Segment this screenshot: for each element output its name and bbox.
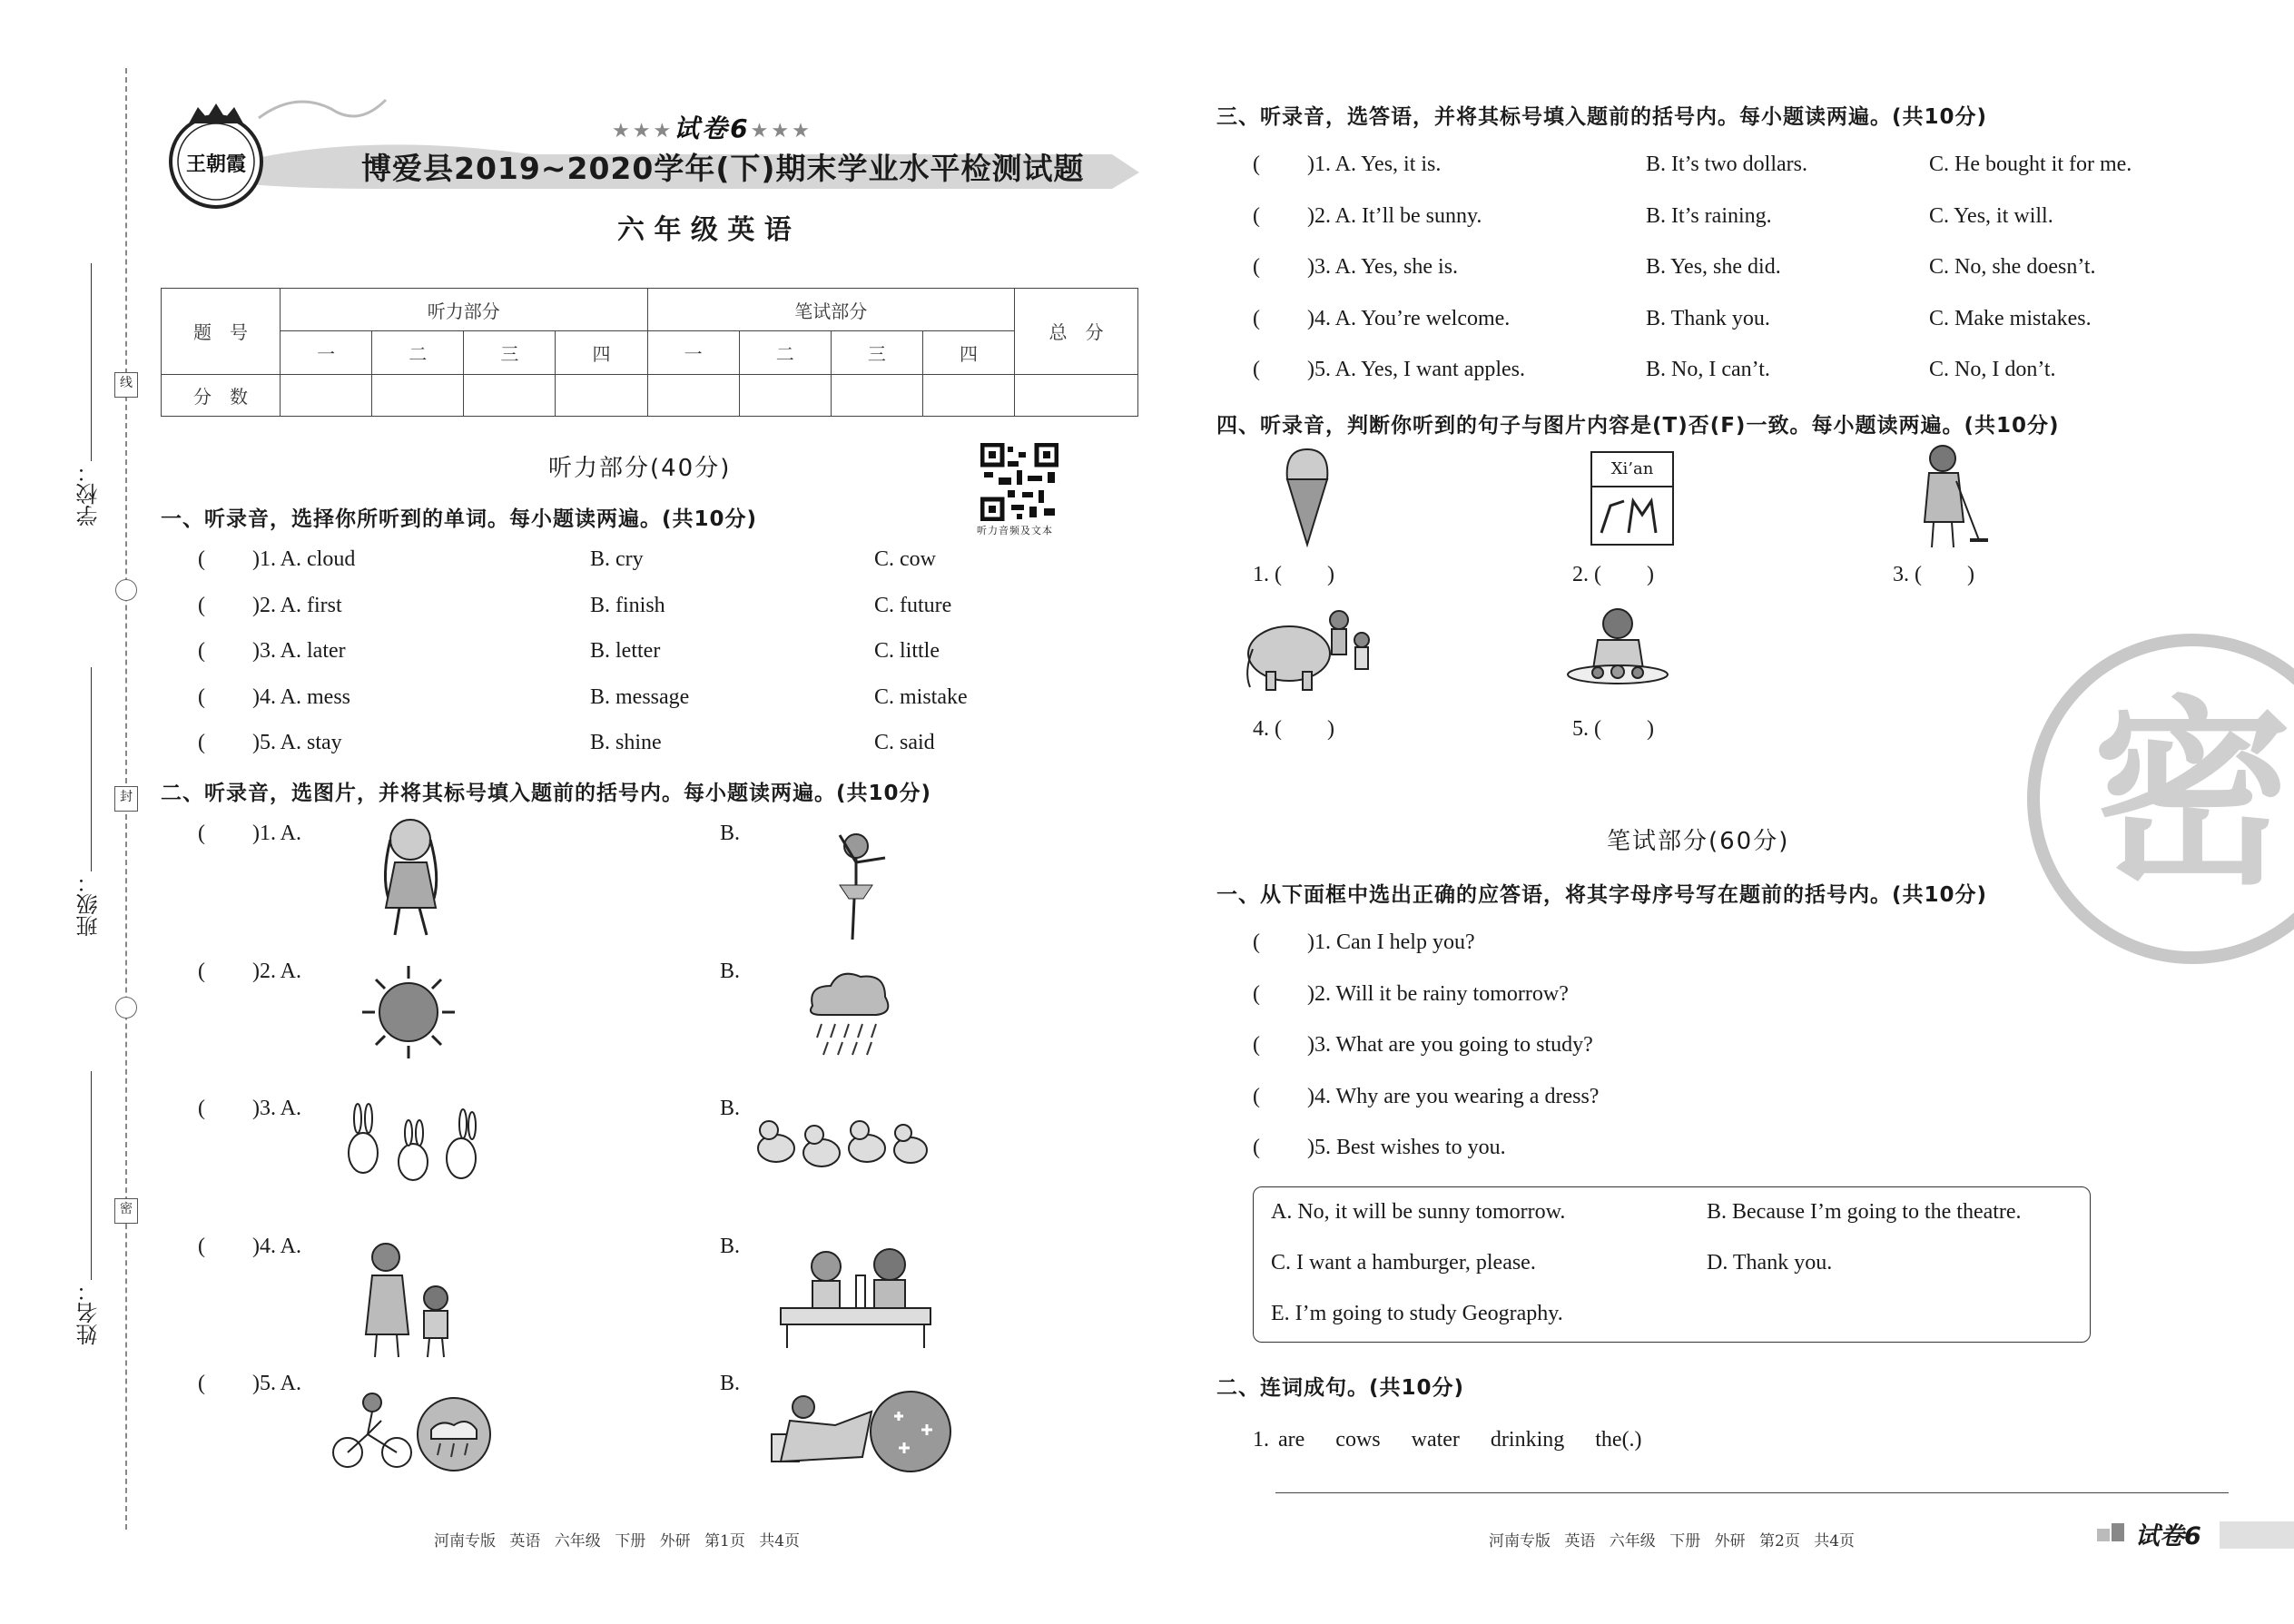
score-cell[interactable] xyxy=(922,374,1014,416)
answer-bracket[interactable]: ( xyxy=(198,1372,205,1395)
seal-mark-secret: 密 xyxy=(114,1198,138,1224)
rain-cloud-image xyxy=(799,960,899,1060)
name-field[interactable] xyxy=(91,1071,92,1280)
wpart1-item: )1. Can I help you? xyxy=(1307,930,1475,954)
part3-option-c: C. No, she doesn’t. xyxy=(1929,255,2096,279)
answer-bracket[interactable]: ( xyxy=(198,684,205,709)
part1-option-c: C. future xyxy=(874,593,952,617)
part3-option-b: B. Yes, she did. xyxy=(1646,255,1781,279)
part1-option-b: B. letter xyxy=(590,639,661,663)
wpart2-item1: 1. are cows water drinking the(.) xyxy=(1253,1428,1642,1452)
qr-caption: 听力音频及文本 xyxy=(977,525,1053,536)
part4-label: 3. ( xyxy=(1893,563,1922,586)
answer-bracket[interactable]: ( xyxy=(198,731,205,754)
answer-bracket[interactable]: ( xyxy=(198,547,205,571)
part1-item: )1. A. cloud xyxy=(252,547,356,571)
rabbits-image xyxy=(336,1098,490,1189)
answer-bracket[interactable]: ( xyxy=(1253,255,1260,279)
option-b: B. Because I’m going to the theatre. xyxy=(1707,1200,2022,1224)
option-e: E. I’m going to study Geography. xyxy=(1271,1302,1563,1325)
part4-heading: 四、听录音，判断你听到的句子与图片内容是(T)否(F)一致。每小题读两遍。(共10分) xyxy=(1216,414,2060,438)
part4-label: 5. ( xyxy=(1572,717,1601,741)
seal-mark-line: 线 xyxy=(114,372,138,398)
exam-subtitle: 六 年 级 英 语 xyxy=(617,214,792,246)
scissor-icon xyxy=(115,579,137,601)
part2-option-b: B. xyxy=(720,959,741,983)
school-label: 学校： xyxy=(76,461,102,527)
answer-bracket[interactable]: ( xyxy=(198,639,205,663)
ducklings-image xyxy=(749,1103,930,1180)
watermark-text: 密 xyxy=(2092,679,2293,911)
part3-option-a: )4. A. You’re welcome. xyxy=(1307,306,1511,330)
part3-option-a: )3. A. Yes, she is. xyxy=(1307,255,1459,279)
col-num: 一 xyxy=(647,331,739,374)
part3-option-a: )5. A. Yes, I want apples. xyxy=(1307,358,1525,381)
part3-option-c: C. No, I don’t. xyxy=(1929,358,2056,381)
answer-bracket[interactable]: ( xyxy=(1253,203,1260,228)
part1-heading: 一、听录音，选择你所听到的单词。每小题读两遍。(共10分) xyxy=(161,507,758,531)
wpart1-item: )5. Best wishes to you. xyxy=(1307,1136,1506,1159)
score-cell[interactable] xyxy=(739,374,831,416)
part4-label: 4. ( xyxy=(1253,717,1282,741)
answer-bracket[interactable]: ( xyxy=(1253,1084,1260,1108)
secret-watermark xyxy=(2020,626,2294,971)
col-num: 四 xyxy=(556,331,647,374)
logo-text: 王朝霞 xyxy=(185,153,247,176)
score-cell[interactable] xyxy=(556,374,647,416)
wpart1-item: )3. What are you going to study? xyxy=(1307,1033,1593,1057)
boy-riding-bike-image xyxy=(331,1384,495,1475)
footer-left: 河南专版 英语 六年级 下册 外研 第1页 共4页 xyxy=(434,1532,801,1550)
class-label: 班级： xyxy=(76,871,102,937)
part3-option-c: C. He bought it for me. xyxy=(1929,153,2132,176)
part3-option-b: B. Thank you. xyxy=(1646,306,1770,330)
score-table xyxy=(161,288,1138,417)
mother-child-image xyxy=(350,1235,463,1362)
page-badge-label: 试卷6 xyxy=(2135,1522,2201,1550)
part1-option-b: B. shine xyxy=(590,731,662,754)
girl-sweeping-image xyxy=(1902,440,1988,554)
part3-option-c: C. Yes, it will. xyxy=(1929,203,2053,228)
answer-bracket[interactable]: ( xyxy=(198,959,205,983)
part2-item: )4. A. xyxy=(252,1234,301,1258)
school-field[interactable] xyxy=(91,263,92,461)
listening-title: 听力部分(40分) xyxy=(548,455,732,482)
answer-bracket[interactable]: ) xyxy=(1327,717,1334,741)
answer-bracket[interactable]: ( xyxy=(1253,153,1260,176)
answer-bracket[interactable]: ( xyxy=(1253,358,1260,381)
part3-option-c: C. Make mistakes. xyxy=(1929,306,2092,330)
part2-item: )5. A. xyxy=(252,1372,301,1395)
part4-label: 2. ( xyxy=(1572,563,1601,586)
answer-bracket[interactable]: ( xyxy=(1253,1033,1260,1057)
ice-cream-image xyxy=(1280,445,1334,549)
class-field[interactable] xyxy=(91,667,92,871)
score-cell[interactable] xyxy=(647,374,739,416)
part2-option-b: B. xyxy=(720,822,741,845)
row-label: 题 号 xyxy=(162,289,281,375)
part1-option-b: B. finish xyxy=(590,593,665,617)
wall-icon xyxy=(1592,487,1669,542)
col-num: 三 xyxy=(831,331,922,374)
ballet-dancer-image xyxy=(812,817,903,944)
part1-option-b: B. cry xyxy=(590,547,644,571)
part1-option-b: B. message xyxy=(590,684,690,709)
total-col: 总 分 xyxy=(1015,289,1138,375)
series-label: 试卷6 xyxy=(674,113,751,143)
xian-sign-text: Xi’an xyxy=(1592,453,1672,487)
answer-bracket[interactable]: ( xyxy=(1253,930,1260,954)
answer-bracket[interactable]: ( xyxy=(198,822,205,845)
part1-item: )4. A. mess xyxy=(252,684,350,709)
option-a: A. No, it will be sunny tomorrow. xyxy=(1271,1200,1566,1224)
part3-option-a: )2. A. It’ll be sunny. xyxy=(1307,203,1482,228)
col-num: 二 xyxy=(372,331,464,374)
score-cell[interactable] xyxy=(281,374,372,416)
part3-option-b: B. It’s raining. xyxy=(1646,203,1772,228)
score-cell[interactable] xyxy=(372,374,464,416)
part1-item: )2. A. first xyxy=(252,593,342,617)
part1-item: )3. A. later xyxy=(252,639,346,663)
score-cell[interactable] xyxy=(1015,374,1138,416)
answer-bracket[interactable]: ( xyxy=(1253,1136,1260,1159)
col-num: 一 xyxy=(281,331,372,374)
boy-eating-image xyxy=(1561,604,1679,694)
answer-bracket[interactable]: ( xyxy=(1253,981,1260,1006)
seal-mark-seal: 封 xyxy=(114,786,138,812)
option-d: D. Thank you. xyxy=(1707,1251,1833,1275)
answer-line[interactable] xyxy=(1275,1492,2229,1493)
qr-code-icon[interactable] xyxy=(980,443,1058,521)
option-c: C. I want a hamburger, please. xyxy=(1271,1251,1536,1275)
score-label: 分 数 xyxy=(162,374,281,416)
part1-option-c: C. little xyxy=(874,639,940,663)
part2-item: )2. A. xyxy=(252,959,301,983)
part2-item: )1. A. xyxy=(252,822,301,845)
part1-option-c: C. cow xyxy=(874,547,936,571)
part2-option-b: B. xyxy=(720,1372,741,1395)
part3-option-b: B. It’s two dollars. xyxy=(1646,153,1807,176)
footer-right: 河南专版 英语 六年级 下册 外研 第2页 共4页 xyxy=(1489,1532,1856,1550)
elephant-kids-image xyxy=(1239,604,1384,694)
part4-label: 1. ( xyxy=(1253,563,1282,586)
part1-option-c: C. mistake xyxy=(874,684,968,709)
score-cell[interactable] xyxy=(464,374,556,416)
logo-emblem xyxy=(162,98,271,216)
score-cell[interactable] xyxy=(831,374,922,416)
name-label: 姓名： xyxy=(76,1280,102,1345)
part3-heading: 三、听录音，选答语，并将其标号填入题前的括号内。每小题读两遍。(共10分) xyxy=(1216,105,1988,129)
answer-bracket[interactable]: ) xyxy=(1967,563,1974,586)
snowman-snow-image xyxy=(763,1384,953,1480)
part1-option-c: C. said xyxy=(874,731,935,754)
answer-bracket[interactable]: ( xyxy=(198,1097,205,1120)
answer-bracket[interactable]: ) xyxy=(1327,563,1334,586)
col-num: 二 xyxy=(739,331,831,374)
kids-at-desk-image xyxy=(776,1239,935,1353)
exam-title: 博爱县2019~2020学年(下)期末学业水平检测试题 xyxy=(361,151,1085,186)
answer-bracket[interactable]: ( xyxy=(198,593,205,617)
wpart1-item: )4. Why are you wearing a dress? xyxy=(1307,1084,1600,1108)
scissor-icon xyxy=(115,997,137,1019)
part3-option-a: )1. A. Yes, it is. xyxy=(1307,153,1442,176)
wpart1-item: )2. Will it be rainy tomorrow? xyxy=(1307,981,1569,1006)
sun-image xyxy=(359,962,458,1062)
xian-sign xyxy=(1590,451,1674,546)
wpart2-heading: 二、连词成句。(共10分) xyxy=(1216,1376,1465,1400)
answer-bracket[interactable]: ( xyxy=(198,1234,205,1258)
part2-heading: 二、听录音，选图片，并将其标号填入题前的括号内。每小题读两遍。(共10分) xyxy=(161,782,932,805)
col-num: 四 xyxy=(922,331,1014,374)
part2-item: )3. A. xyxy=(252,1097,301,1120)
part1-item: )5. A. stay xyxy=(252,731,342,754)
part3-option-b: B. No, I can’t. xyxy=(1646,358,1770,381)
answer-bracket[interactable]: ( xyxy=(1253,306,1260,330)
wpart1-heading: 一、从下面框中选出正确的应答语，将其字母序号写在题前的括号内。(共10分) xyxy=(1216,883,1988,907)
listening-col: 听力部分 xyxy=(281,289,648,331)
answer-bracket[interactable]: ) xyxy=(1647,717,1654,741)
writing-col: 笔试部分 xyxy=(647,289,1015,331)
writing-title: 笔试部分(60分) xyxy=(1607,828,1790,855)
answer-bracket[interactable]: ) xyxy=(1647,563,1654,586)
part2-option-b: B. xyxy=(720,1097,741,1120)
part2-option-b: B. xyxy=(720,1234,741,1258)
page-badge xyxy=(2097,1516,2294,1549)
girl-dancing-image xyxy=(363,812,463,944)
series-badge: ★★★试卷6★★★ xyxy=(612,113,812,143)
col-num: 三 xyxy=(464,331,556,374)
